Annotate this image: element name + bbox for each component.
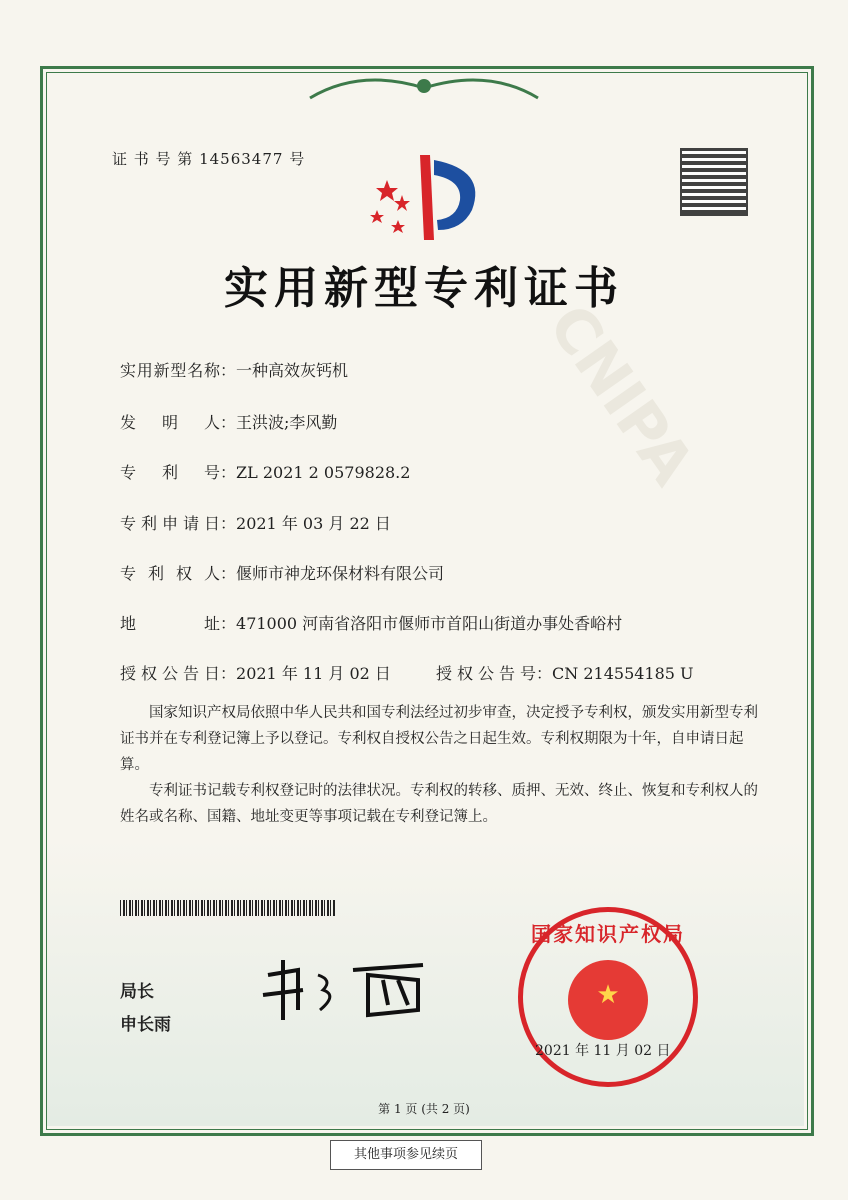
barcode xyxy=(120,900,335,916)
paragraph: 专利证书记载专利权登记时的法律状况。专利权的转移、质押、无效、终止、恢复和专利权人的姓名或名称、国籍、地址变更等事项记载在专利登记簿上。 xyxy=(120,783,758,825)
signatory-title: 局长 xyxy=(120,982,154,1002)
field-inventor: 发明人：王洪波;李风勤 xyxy=(120,413,338,432)
watermark: CNIPA xyxy=(534,292,708,498)
national-emblem-icon: ★ xyxy=(568,960,648,1040)
signature xyxy=(258,955,438,1025)
signatory-name: 申长雨 xyxy=(120,1015,171,1035)
page-indicator: 第 1 页 (共 2 页) xyxy=(378,1102,470,1116)
paragraph: 国家知识产权局依照中华人民共和国专利法经过初步审查，决定授予专利权，颁发实用新型专利证书并在专利登记簿上予以登记。专利权自授权公告之日起生效。专利权期限为十年，自申请日起算。 xyxy=(120,705,758,773)
cnipa-logo xyxy=(362,150,492,245)
official-seal xyxy=(518,907,698,1087)
field-patent-number: 专利号：ZL 2021 2 0579828.2 xyxy=(120,463,411,482)
field-announcement-number: 授权公告号：CN 214554185 U xyxy=(436,664,694,683)
field-address: 地址：471000 河南省洛阳市偃师市首阳山街道办事处香峪村 xyxy=(120,614,623,633)
field-patentee: 专利权人：偃师市神龙环保材料有限公司 xyxy=(120,564,445,583)
seal-text: 国家知识产权局 xyxy=(531,922,685,946)
certificate-statement xyxy=(120,700,770,830)
qr-code xyxy=(682,150,746,214)
certificate-title: 实用新型专利证书 xyxy=(224,263,624,314)
field-grant-date: 授权公告日：2021 年 11 月 02 日 xyxy=(120,664,391,683)
field-application-date: 专利申请日：2021 年 03 月 22 日 xyxy=(120,514,391,533)
seal-date: 2021 年 11 月 02 日 xyxy=(535,1043,671,1059)
ornament-top xyxy=(300,68,548,108)
field-utility-model-name: 实用新型名称：一种高效灰钙机 xyxy=(120,361,349,380)
continuation-note: 其他事项参见续页 xyxy=(330,1140,482,1170)
certificate-number: 证 书 号 第 14563477 号 xyxy=(112,150,306,168)
